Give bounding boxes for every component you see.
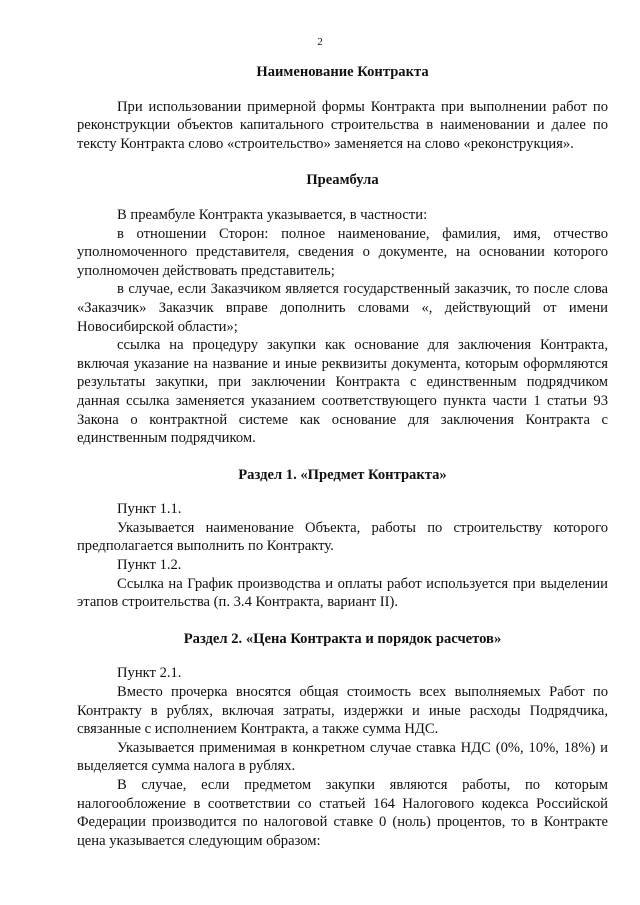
page-number: 2	[317, 36, 323, 48]
paragraph: В преамбуле Контракта указывается, в частности:	[117, 206, 428, 223]
paragraph: Пункт 1.2.	[117, 557, 182, 574]
paragraph: Пункт 1.1.	[117, 501, 182, 518]
paragraph: Указывается применимая в конкретном случае ставка НДС (0%, 10%, 18%) и выделяется сумма налога в рублях.	[77, 739, 608, 775]
paragraph: Пункт 2.1.	[117, 665, 182, 682]
section-heading-section-2: Раздел 2. «Цена Контракта и порядок расчетов»	[183, 630, 502, 647]
paragraph: Ссылка на График производства и оплаты работ используется при выделении этапов строительства (п. 3.4 Контракта, вариант II).	[77, 575, 608, 611]
section-heading-section-1: Раздел 1. «Предмет Контракта»	[238, 466, 447, 483]
section-heading-contract-name: Наименование Контракта	[256, 64, 429, 80]
paragraph: Вместо прочерка вносятся общая стоимость всех выполняемых Работ по Контракту в рублях, включая затраты, издержки и иные расходы Подрядчика, связанные с исполнением Контракта, а также сумма НДС.	[77, 684, 608, 738]
paragraph: При использовании примерной формы Контракта при выполнении работ по реконструкции объектов капитального строительства в наименовании и далее по тексту Контракта слово «строительство» заменяется на слово «реконструкция».	[77, 98, 608, 152]
paragraph: Указывается наименование Объекта, работы по строительству которого предполагается выполнить по Контракту.	[77, 519, 608, 555]
section-heading-preamble: Преамбула	[306, 172, 379, 189]
paragraph: в случае, если Заказчиком является государственный заказчик, то после слова «Заказчик» Заказчик вправе дополнить словами «, действующий от имени Новосибирской области»;	[77, 281, 608, 335]
paragraph: ссылка на процедуру закупки как основание для заключения Контракта, включая указание на название и иные реквизиты документа, которым оформляются результаты закупки, при заключении Контракта с единственным подрядчиком данная ссылка заменяется указанием соответствующего пункта части 1 статьи 93 Закона о контрактной системе как основание для заключения Контракта с единственным подрядчиком.	[77, 337, 608, 447]
paragraph: В случае, если предметом закупки являются работы, по которым налогообложение в соответствии со статьей 164 Налогового кодекса Российской Федерации производится по налоговой ставке 0 (ноль) процентов, то в Контракте цена указывается следующим образом:	[77, 777, 608, 849]
document-body	[77, 63, 608, 850]
paragraph: в отношении Сторон: полное наименование, фамилия, имя, отчество уполномоченного представителя, сведения о документе, на основании которого уполномочен действовать представитель;	[77, 225, 608, 279]
